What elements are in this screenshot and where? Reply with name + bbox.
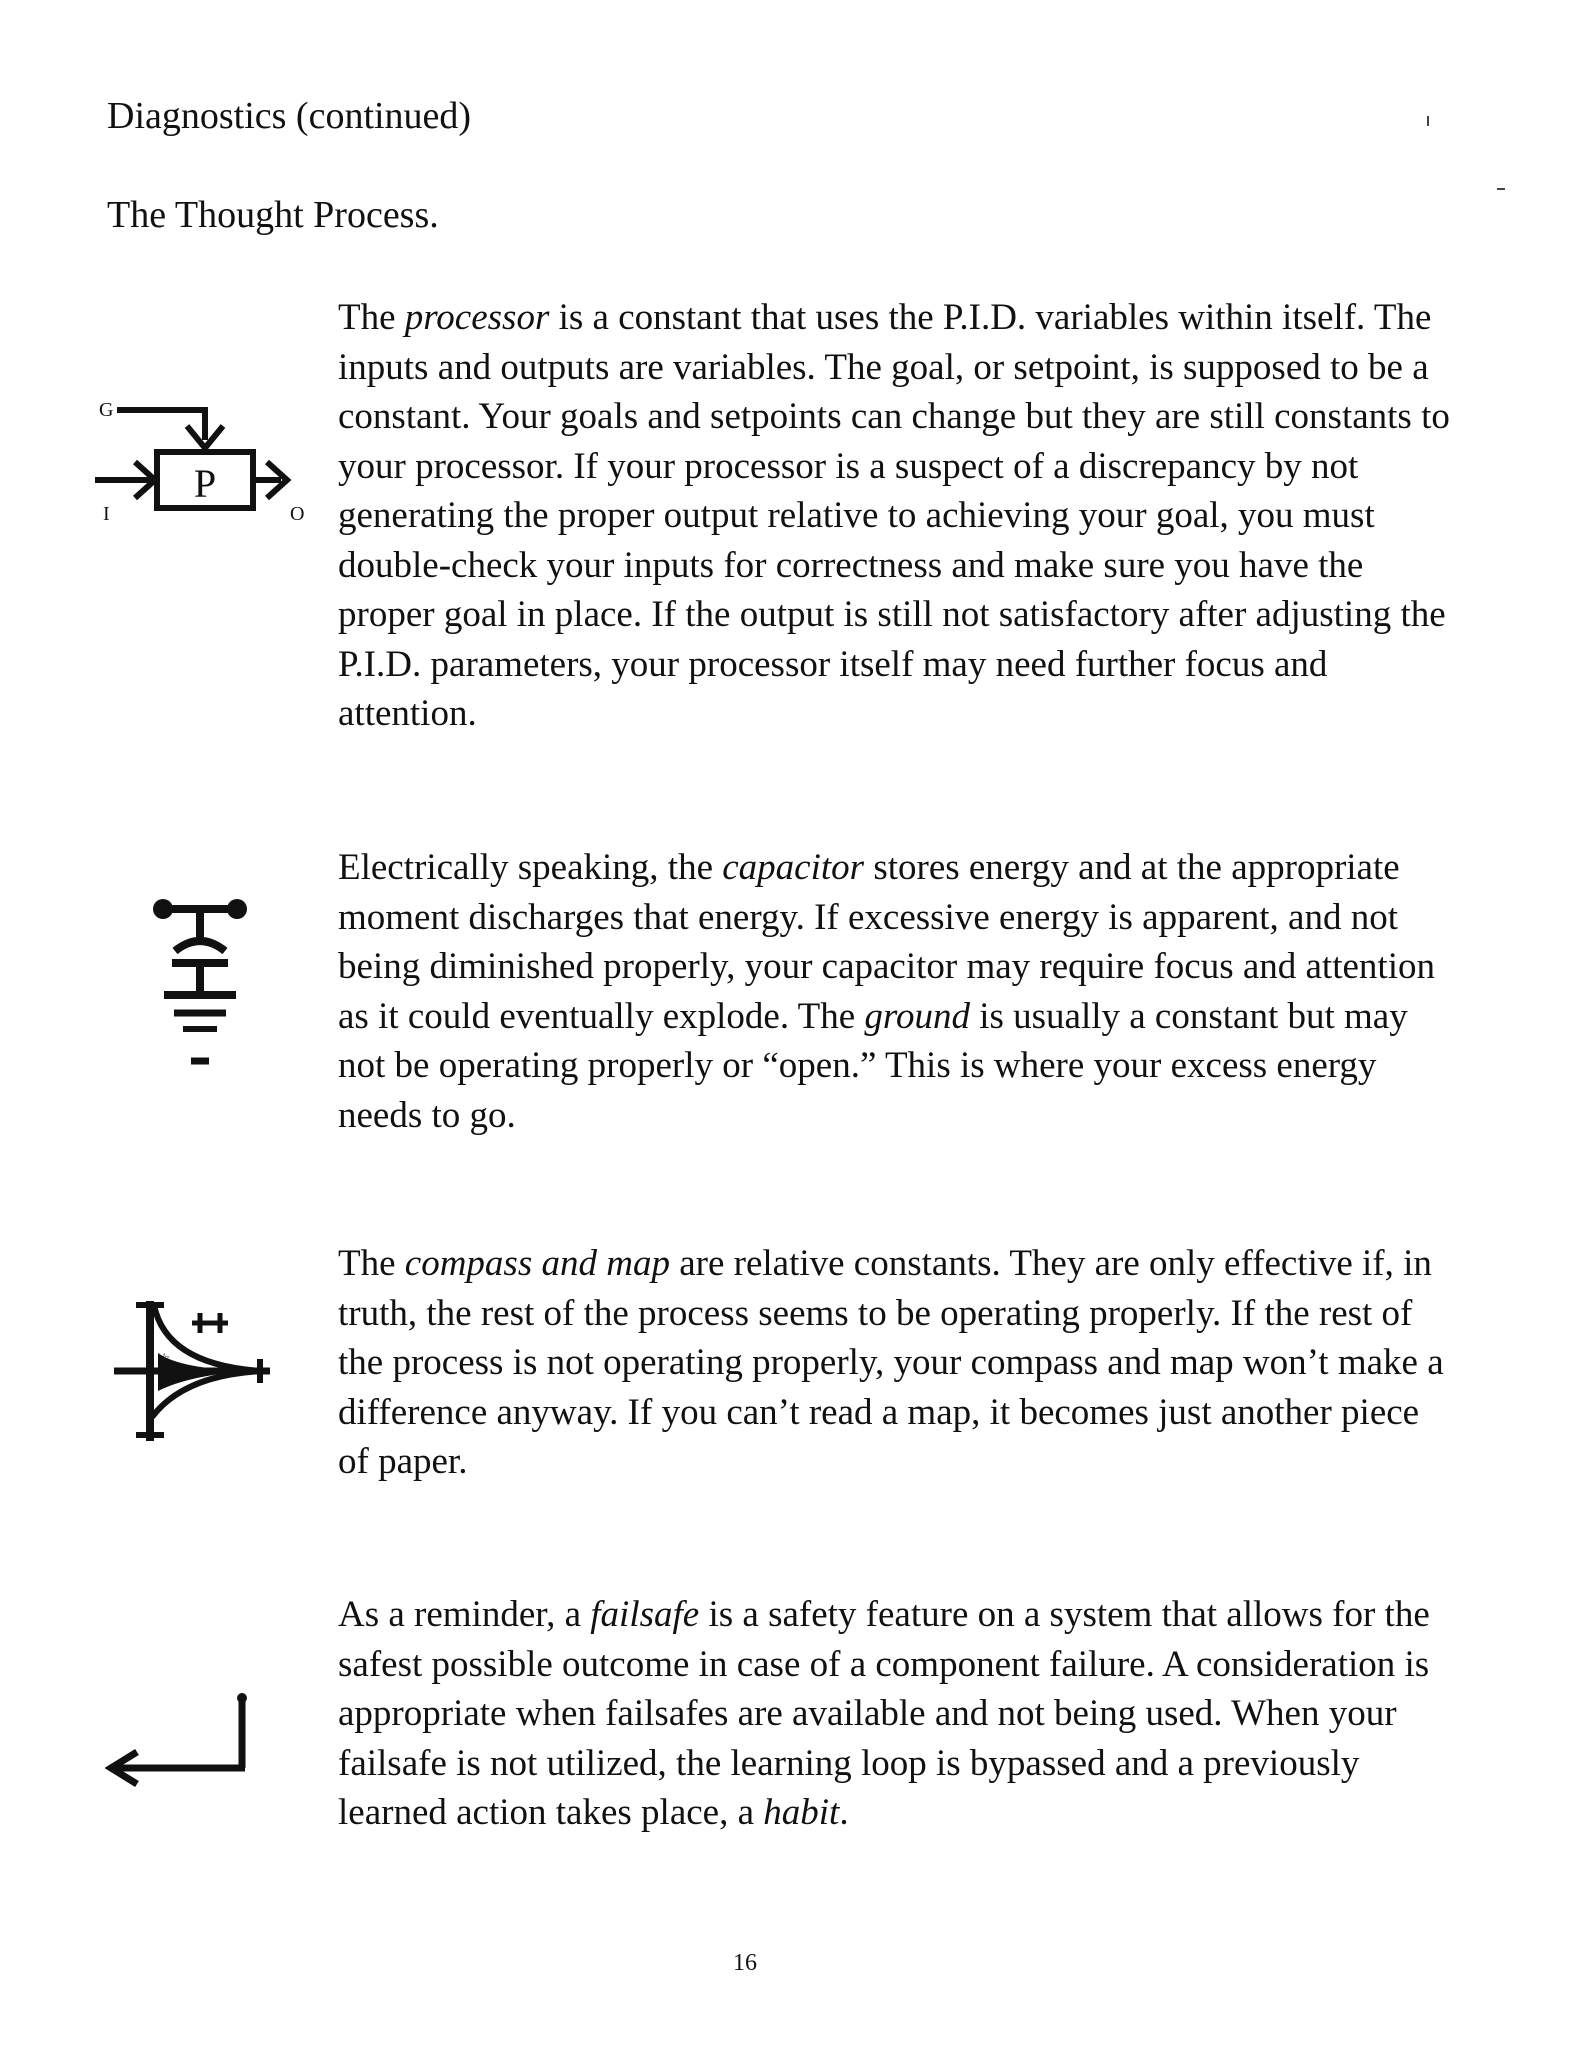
capacitor-ground-icon — [150, 895, 250, 1075]
scan-speck — [1427, 116, 1429, 126]
text-run: is a safety feature on a system that allows for the safest possible outcome in case of a component failure. A consideration is appropriate when failsafes are available and not being used. When your failsafe is not utilized, the learning loop is bypassed and a previously learned action takes place, a — [338, 1594, 1430, 1833]
svg-text:☆: ☆ — [158, 1351, 171, 1367]
compass-map-icon — [110, 1295, 280, 1445]
text-run: The — [338, 297, 405, 338]
term-processor: processor — [404, 297, 550, 338]
goal-label: G — [99, 399, 114, 421]
text-run: is a constant that uses the P.I.D. variables within itself. The inputs and outputs are variables. The goal, or setpoint, is supposed to be a constant. Your goals and setpoints can change but they are still constants to your processor. If your processor is a suspect of a discrepancy by not generating the proper output relative to achieving your goal, you must double-check your inputs for correctness and make sure you have the proper goal in place. If the output is still not satisfactory after adjusting the P.I.D. parameters, your processor itself may need further focus and attention. — [338, 297, 1450, 734]
term-compass-and-map: compass and map — [404, 1243, 670, 1284]
text-run: . — [839, 1792, 849, 1833]
text-run: are relative constants. They are only effective if, in truth, the rest of the process seems to be operating properly. If the rest of the process is not operating properly, your compass and map won’t make a difference anyway. If you can’t read a map, it becomes just another piece of paper. — [338, 1243, 1444, 1482]
capacitor-paragraph — [338, 843, 1458, 1140]
compass-map-paragraph — [338, 1239, 1458, 1487]
processor-block-icon — [95, 396, 315, 526]
scan-speck — [1497, 188, 1505, 190]
term-capacitor: capacitor — [722, 847, 865, 888]
failsafe-arrow-icon — [105, 1690, 255, 1790]
text-run: As a reminder, a — [338, 1594, 591, 1635]
output-label: O — [290, 503, 305, 525]
processor-label: P — [193, 461, 217, 506]
failsafe-paragraph — [338, 1590, 1458, 1838]
input-label: I — [103, 503, 110, 525]
processor-paragraph — [338, 293, 1458, 739]
page-number: 16 — [733, 1950, 757, 1976]
page-title: Diagnostics (continued) — [107, 95, 472, 137]
text-run: Electrically speaking, the — [338, 847, 723, 888]
term-ground: ground — [864, 995, 970, 1037]
term-habit: habit — [763, 1792, 840, 1833]
term-failsafe: failsafe — [590, 1594, 700, 1635]
text-run: stores energy and at the appropriate moment discharges that energy. If excessive energy is apparent, and not being diminished properly, your capacitor may require focus and attention as it could eventually explode. The — [338, 847, 1435, 1037]
text-run: The — [338, 1243, 405, 1284]
section-subtitle: The Thought Process. — [107, 194, 439, 236]
text-run: is usually a constant but may not be operating properly or “open.” This is where your excess energy needs to go. — [338, 995, 1408, 1136]
